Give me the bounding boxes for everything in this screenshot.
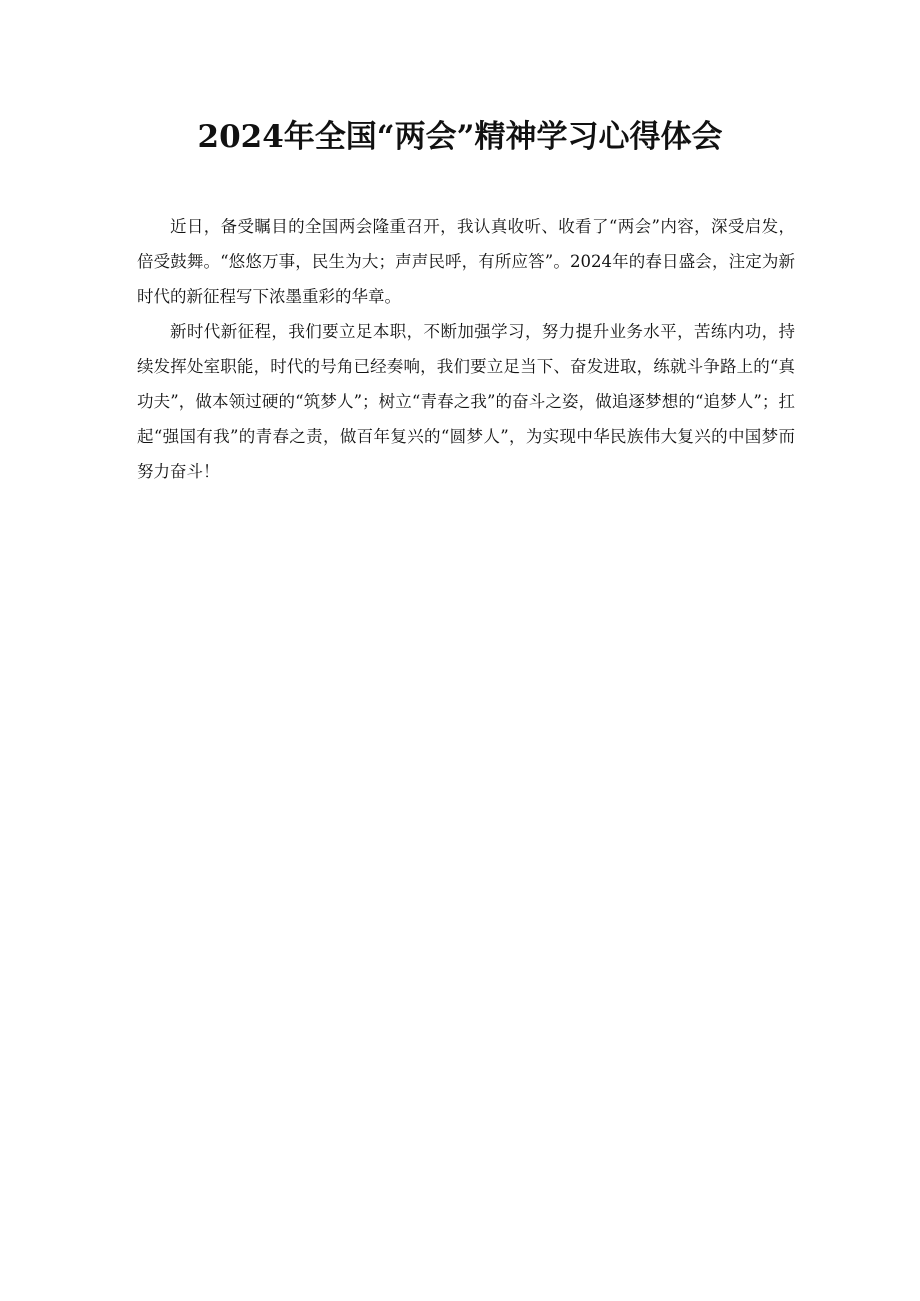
document-title: 2024年全国“两会”精神学习心得体会 bbox=[197, 119, 723, 155]
paragraph-2: 新时代新征程，我们要立足本职，不断加强学习，努力提升业务水平，苦练内功，持续发挥处室职能，时代的号角已经奏响，我们要立足当下、奋发进取，练就斗争路上的“真功夫”，做本领过硬的“筑梦人”；树立“青春之我”的奋斗之姿，做追逐梦想的“追梦人”；扛起“强国有我”的青春之责，做百年复兴的“圆梦人”，为实现中华民族伟大复兴的中国梦而努力奋斗！ bbox=[137, 322, 795, 481]
document-body bbox=[137, 209, 795, 489]
paragraph-1: 近日，备受瞩目的全国两会隆重召开，我认真收听、收看了“两会”内容，深受启发，倍受鼓舞。“悠悠万事，民生为大；声声民呼，有所应答”。2024年的春日盛会，注定为新时代的新征程写下浓墨重彩的华章。 bbox=[137, 217, 795, 306]
